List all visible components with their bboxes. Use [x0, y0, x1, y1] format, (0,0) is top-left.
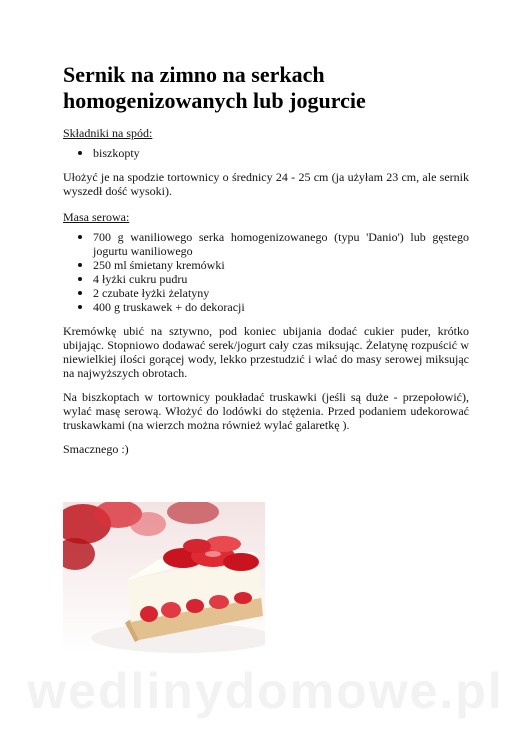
list-item: 250 ml śmietany kremówki — [93, 258, 469, 272]
recipe-document — [63, 62, 469, 456]
list-item: 400 g truskawek + do dekoracji — [93, 300, 469, 314]
base-note: Ułożyć je na spodzie tortownicy o średnicy 24 - 25 cm (ja użyłam 23 cm, ale sernik wyszedł dość wysoki). — [63, 170, 469, 198]
instructions-paragraph-2: Na biszkoptach w tortownicy poukładać truskawki (jeśli są duże - przepołowić), wylać masę serową. Włożyć do lodówki do stężenia. Przed podaniem udekorować truskawkami (na wierzch można również wylać galaretkę ). — [63, 390, 469, 432]
cheese-mass-label: Masa serowa: — [63, 210, 130, 224]
base-ingredients-list — [63, 146, 469, 160]
base-ingredients-label: Składniki na spód: — [63, 126, 153, 140]
closing-text: Smacznego :) — [63, 442, 129, 456]
watermark: wedlinydomowe.pl — [27, 663, 504, 719]
title-line-1: Sernik na zimno na serkach — [63, 62, 325, 87]
title-line-2: homogenizowanych lub jogurcie — [63, 88, 366, 113]
cheese-mass-list — [63, 230, 469, 314]
list-item: 2 czubate łyżki żelatyny — [93, 286, 469, 300]
list-item: 4 łyżki cukru pudru — [93, 272, 469, 286]
cheesecake-illustration — [63, 502, 265, 654]
page-title — [63, 62, 469, 114]
list-item: biszkopty — [93, 146, 469, 160]
list-item: 700 g waniliowego serka homogenizowanego (typu 'Danio') lub gęstego jogurtu waniliowego — [93, 230, 469, 258]
cheesecake-photo — [63, 502, 265, 654]
instructions-paragraph-1: Kremówkę ubić na sztywno, pod koniec ubijania dodać cukier puder, krótko ubijając. Stopniowo dodawać serek/jogurt cały czas miksując. Żelatynę rozpuścić w niewielkiej ilości gorącej wody, lekko przestudzić i wlać do masy serowej miksując na najwyższych obrotach. — [63, 324, 469, 380]
